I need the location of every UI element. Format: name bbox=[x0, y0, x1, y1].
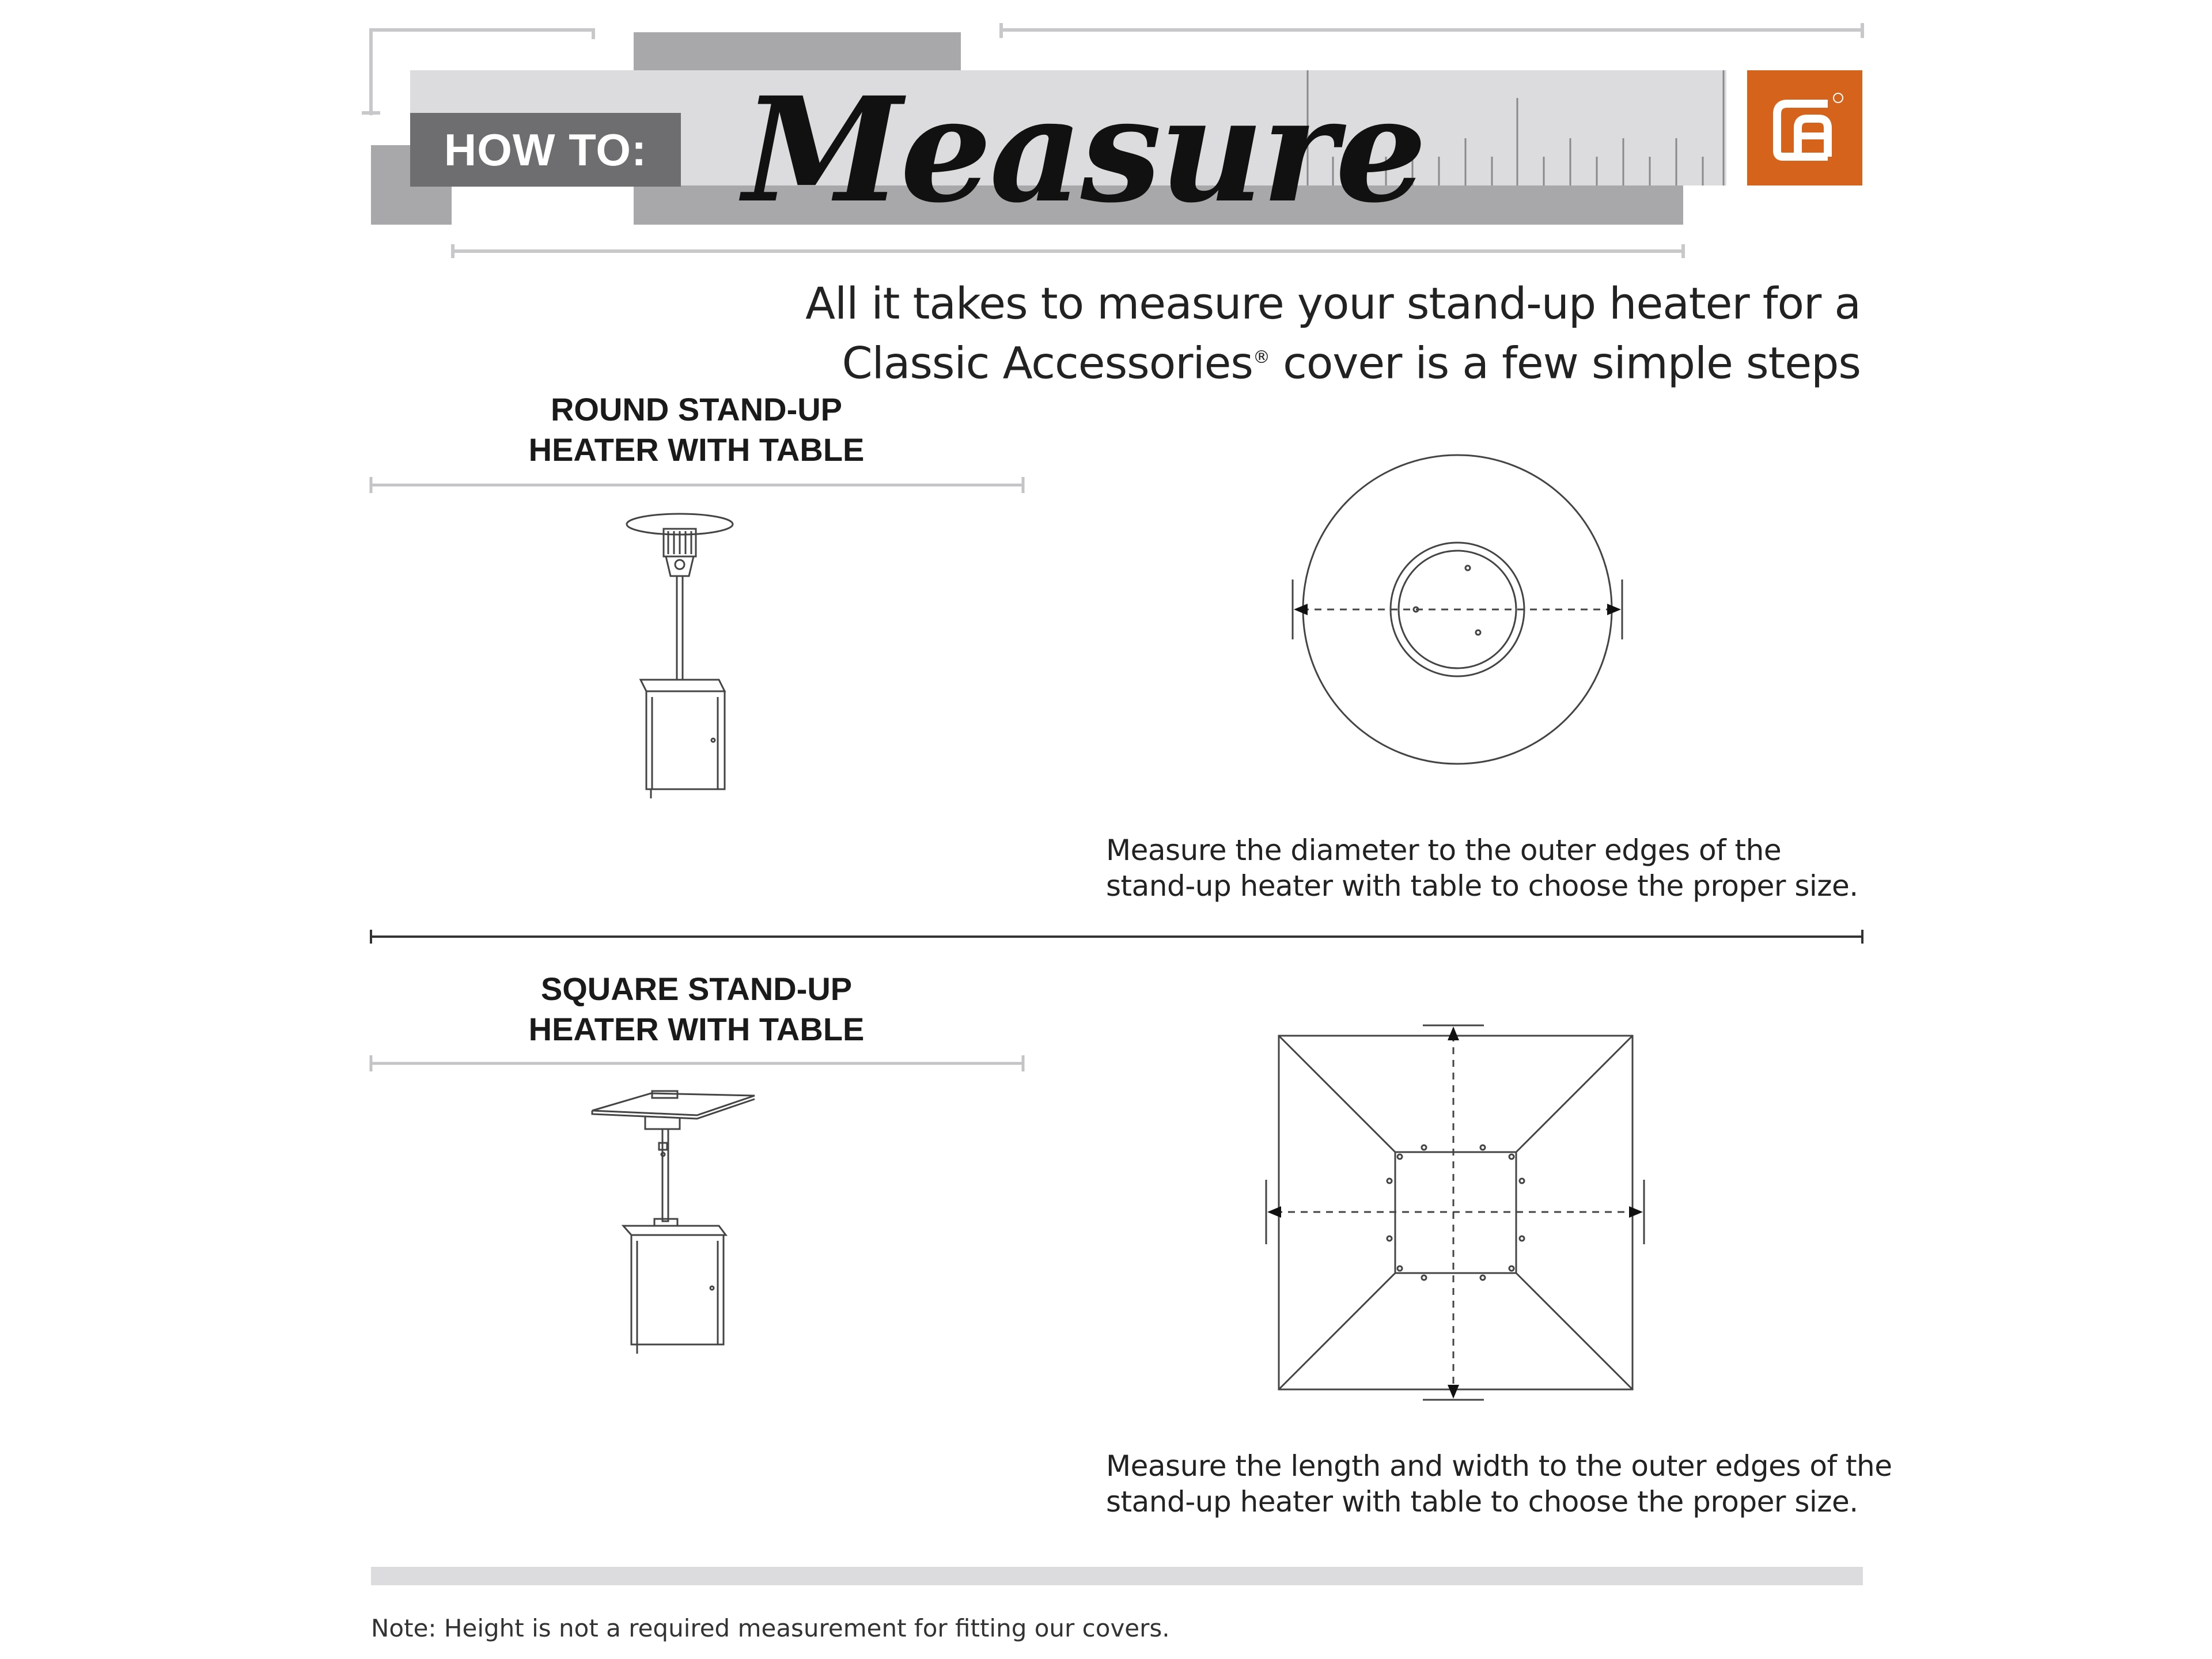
intro-line-1: All it takes to measure your stand-up heater for a bbox=[805, 278, 1861, 329]
square-top-view-diagram bbox=[1262, 1020, 1653, 1411]
page-title: Measure bbox=[743, 65, 1425, 234]
description-square: Measure the length and width to the outer edges of the stand-up heater with table to choose the proper size. bbox=[1106, 1449, 1892, 1518]
footer-band bbox=[371, 1567, 1863, 1585]
footer-note: Note: Height is not a required measurement for fitting our covers. bbox=[371, 1614, 1170, 1642]
square-heater-illustration bbox=[582, 1083, 766, 1429]
description-round: Measure the diameter to the outer edges of the stand-up heater with table to choose the proper size. bbox=[1106, 834, 1858, 903]
howto-label: HOW TO: bbox=[410, 113, 681, 187]
section-title-round: ROUND STAND-UP HEATER WITH TABLE bbox=[528, 391, 865, 468]
section-title-square: SQUARE STAND-UP HEATER WITH TABLE bbox=[528, 971, 865, 1047]
intro-line-2: Classic Accessories® cover is a few simple steps bbox=[842, 337, 1861, 389]
